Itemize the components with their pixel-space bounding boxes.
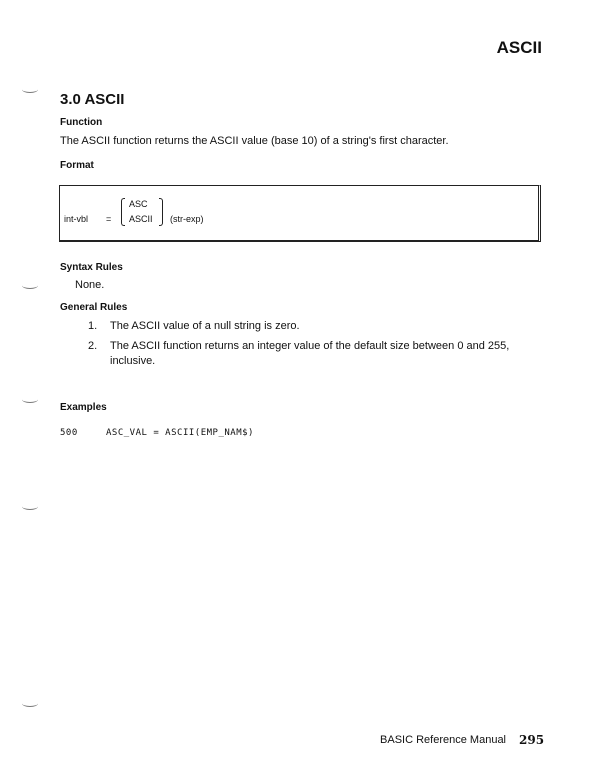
running-title: ASCII bbox=[496, 38, 542, 57]
example-line-number: 500 bbox=[60, 428, 78, 438]
footer-manual-title: BASIC Reference Manual bbox=[380, 734, 506, 746]
rule-number: 1. bbox=[88, 320, 98, 332]
section-title: 3.0 ASCII bbox=[60, 91, 125, 108]
function-text: The ASCII function returns the ASCII value (base 10) of a string's first character. bbox=[60, 135, 449, 147]
examples-heading: Examples bbox=[60, 402, 107, 413]
right-brace bbox=[159, 198, 163, 226]
margin-mark bbox=[22, 503, 38, 510]
syntax-rules-heading: Syntax Rules bbox=[60, 262, 123, 273]
rule-text: The ASCII value of a null string is zero. bbox=[110, 320, 300, 332]
function-heading: Function bbox=[60, 117, 103, 128]
example-code: ASC_VAL = ASCII(EMP_NAM$) bbox=[106, 428, 254, 438]
format-heading: Format bbox=[60, 160, 94, 171]
margin-mark bbox=[22, 700, 38, 707]
syntax-rules-text: None. bbox=[75, 279, 105, 291]
rule-text: The ASCII function returns an integer value of the default size between 0 and 255, bbox=[110, 340, 510, 352]
margin-mark bbox=[22, 86, 38, 93]
format-option: ASC bbox=[129, 199, 148, 209]
format-lhs: int-vbl bbox=[64, 214, 89, 224]
page-number: 295 bbox=[519, 733, 545, 747]
format-box bbox=[59, 185, 541, 242]
general-rules-heading: General Rules bbox=[60, 302, 128, 313]
left-brace bbox=[121, 198, 125, 226]
format-option: ASCII bbox=[129, 214, 153, 224]
rule-number: 2. bbox=[88, 340, 98, 352]
margin-mark bbox=[22, 396, 38, 403]
margin-mark bbox=[22, 282, 38, 289]
format-equals: = bbox=[106, 214, 112, 224]
format-argument: (str-exp) bbox=[170, 214, 204, 224]
rule-text-continued: inclusive. bbox=[110, 355, 156, 367]
